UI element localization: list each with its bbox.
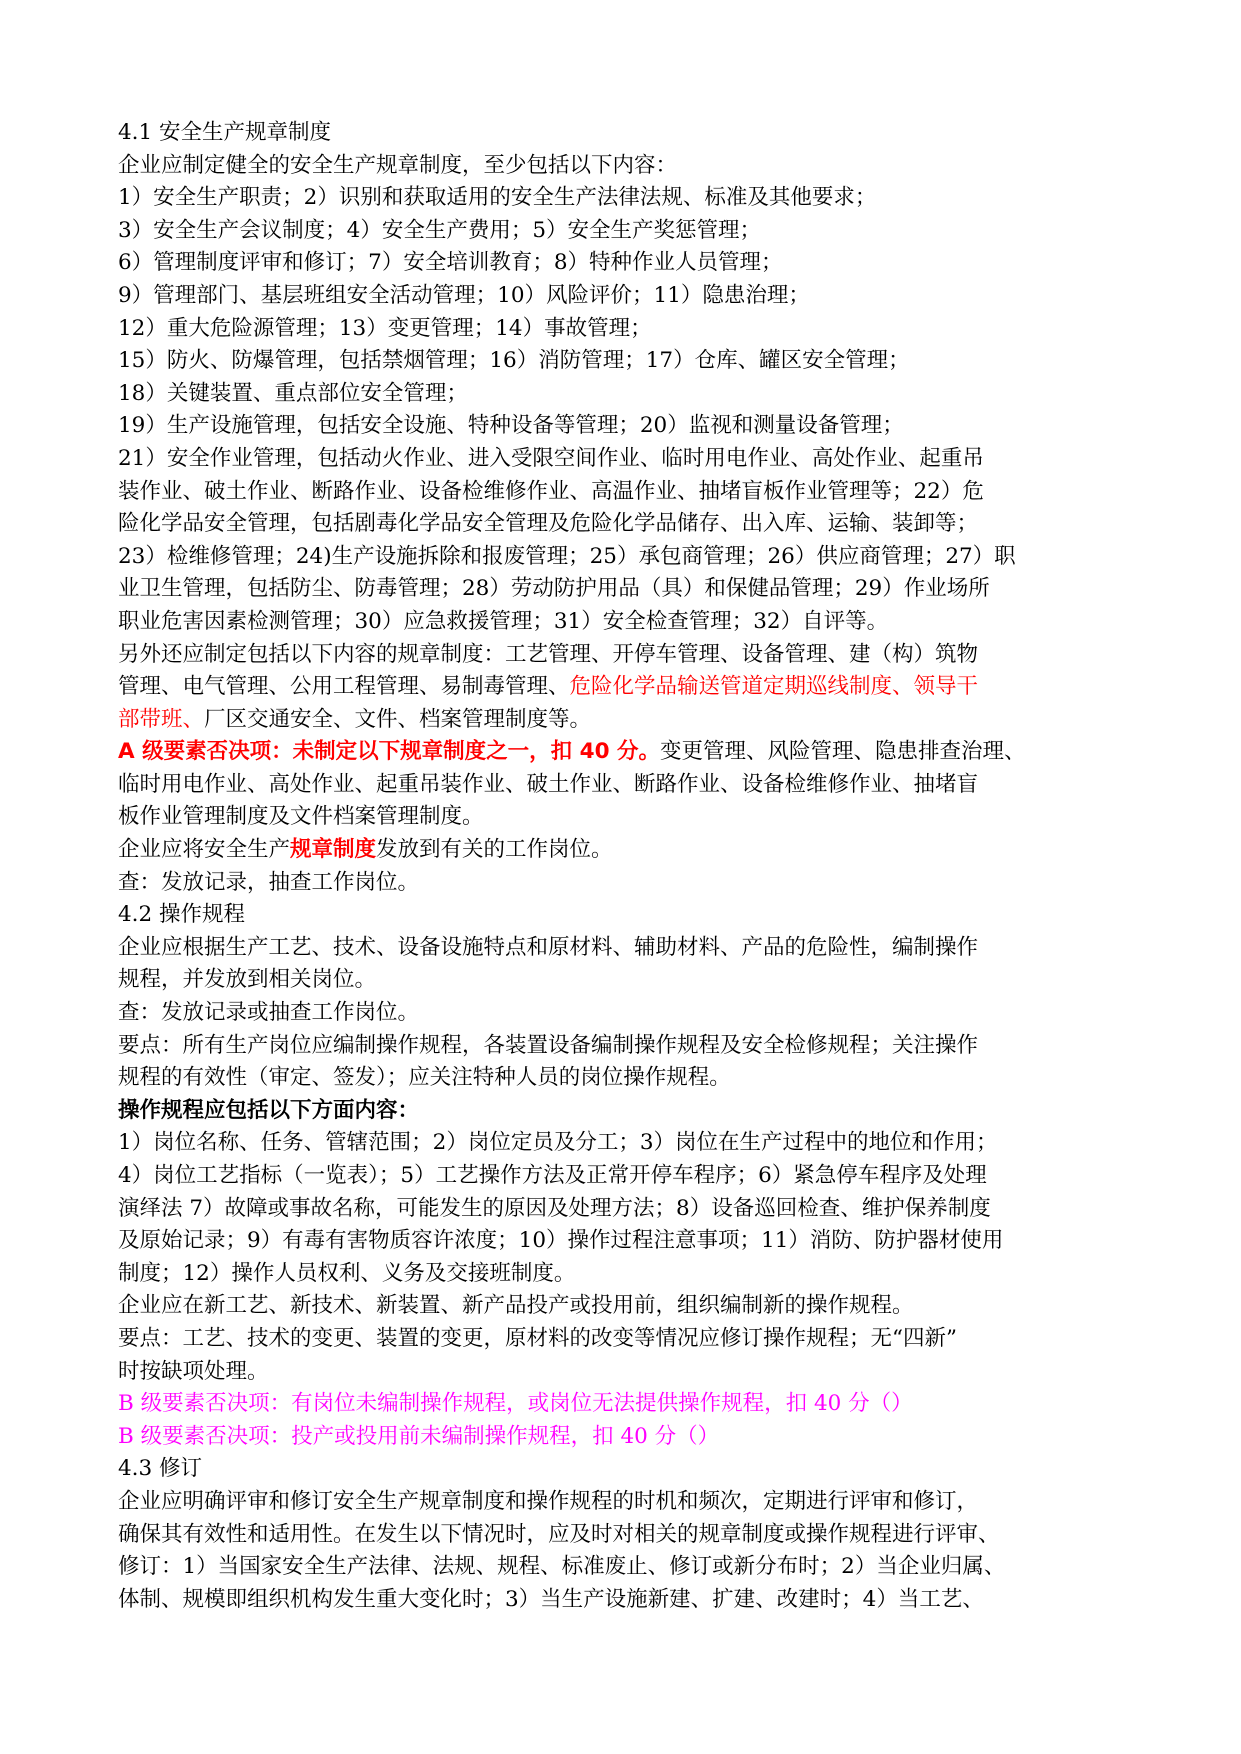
- rule-list-line: 险化学品安全管理，包括剧毒化学品安全管理及危险化学品储存、出入库、运输、装卸等；: [118, 511, 979, 537]
- distribute-text: 发放到有关的工作岗位。: [376, 837, 613, 863]
- rule-list-line: 15）防火、防爆管理，包括禁烟管理；16）消防管理；17）仓库、罐区安全管理；: [118, 348, 910, 374]
- veto-a-line: 临时用电作业、高处作业、起重吊装作业、破土作业、断路作业、设备检维修作业、抽堵盲: [118, 771, 979, 797]
- rule-list-line: 1）安全生产职责；2）识别和获取适用的安全生产法律法规、标准及其他要求；: [118, 185, 877, 211]
- rule-list-line: 9）管理部门、基层班组安全活动管理；10）风险评价；11）隐患治理；: [118, 282, 810, 308]
- other-rules-line: [118, 704, 1128, 737]
- veto-a-line: 板作业管理制度及文件档案管理制度。: [118, 804, 484, 830]
- other-rules-line: [118, 671, 1128, 704]
- document-page: [118, 117, 1128, 1616]
- key-point-line: 要点：所有生产岗位应编制操作规程，各装置设备编制操作规程及安全检修规程；关注操作: [118, 1032, 979, 1058]
- other-rules-text: 管理、电气管理、公用工程管理、易制毒管理、: [118, 674, 570, 700]
- content-line: 1）岗位名称、任务、管辖范围；2）岗位定员及分工；3）岗位在生产过程中的地位和作用；: [118, 1130, 998, 1156]
- rule-list-line: 业卫生管理，包括防尘、防毒管理；28）劳动防护用品（具）和保健品管理；29）作业场所: [118, 576, 990, 602]
- veto-a-text: 变更管理、风险管理、隐患排查治理、: [660, 739, 1026, 765]
- rule-list-line: 21）安全作业管理，包括动火作业、进入受限空间作业、临时用电作业、高处作业、起重吊: [118, 445, 984, 471]
- veto-a-line: [118, 736, 1128, 769]
- paragraph-line: 企业应明确评审和修订安全生产规章制度和操作规程的时机和频次，定期进行评审和修订，: [118, 1488, 979, 1514]
- section-4-3-heading: 4.3 修订: [118, 1456, 203, 1482]
- paragraph-line: 确保其有效性和适用性。在发生以下情况时，应及时对相关的规章制度或操作规程进行评审、: [118, 1521, 1000, 1547]
- rule-list-line: 职业危害因素检测管理；30）应急救援管理；31）安全检查管理；32）自评等。: [118, 608, 889, 634]
- other-rules-highlight: 部带班、: [118, 706, 205, 732]
- distribute-line: [118, 834, 1128, 867]
- section-4-1-heading: 4.1 安全生产规章制度: [118, 120, 332, 145]
- content-line: 4）岗位工艺指标（一览表）；5）工艺操作方法及正常开停车程序；6）紧急停车程序及处理: [118, 1163, 987, 1188]
- content-line: 演绎法 7）故障或事故名称，可能发生的原因及处理方法；8）设备巡回检查、维护保养制度: [118, 1195, 991, 1221]
- rule-list-line: 3）安全生产会议制度；4）安全生产费用；5）安全生产奖惩管理；: [118, 217, 762, 243]
- rule-list-line: 18）关键装置、重点部位安全管理；: [118, 380, 468, 406]
- check-line: 查：发放记录或抽查工作岗位。: [118, 1000, 420, 1026]
- veto-b-line: B 级要素否决项：有岗位未编制操作规程，或岗位无法提供操作规程，扣 40 分（）: [118, 1391, 913, 1417]
- paragraph-line: 规程，并发放到相关岗位。: [118, 967, 377, 993]
- rule-list-line: 23）检维修管理；24)生产设施拆除和报废管理；25）承包商管理；26）供应商管理；27）职: [118, 543, 1016, 569]
- other-rules-line: 另外还应制定包括以下内容的规章制度：工艺管理、开停车管理、设备管理、建（构）筑物: [118, 641, 979, 667]
- paragraph-line: 企业应根据生产工艺、技术、设备设施特点和原材料、辅助材料、产品的危险性，编制操作: [118, 934, 979, 960]
- other-rules-highlight: 危险化学品输送管道定期巡线制度、领导干: [569, 674, 979, 700]
- paragraph-line: 企业应在新工艺、新技术、新装置、新产品投产或投用前，组织编制新的操作规程。: [118, 1293, 914, 1319]
- rule-list-line: 装作业、破土作业、断路作业、设备检维修作业、高温作业、抽堵盲板作业管理等；22）危: [118, 478, 984, 504]
- key-point-line: 规程的有效性（审定、签发）；应关注特种人员的岗位操作规程。: [118, 1065, 731, 1091]
- rule-list-line: 6）管理制度评审和修订；7）安全培训教育；8）特种作业人员管理；: [118, 250, 783, 276]
- distribute-text: 企业应将安全生产: [118, 837, 291, 863]
- paragraph-line: 修订：1）当国家安全生产法律、法规、规程、标准废止、修订或新分布时；2）当企业归属、: [118, 1554, 1006, 1580]
- content-line: 及原始记录；9）有毒有害物质容许浓度；10）操作过程注意事项；11）消防、防护器材使用: [118, 1228, 1004, 1254]
- content-heading: 操作规程应包括以下方面内容：: [118, 1097, 420, 1123]
- section-4-1-intro: 企业应制定健全的安全生产规章制度，至少包括以下内容：: [118, 152, 678, 178]
- rule-list-line: 12）重大危险源管理；13）变更管理；14）事故管理；: [118, 315, 652, 341]
- rule-list-line: 19）生产设施管理，包括安全设施、特种设备等管理；20）监视和测量设备管理；: [118, 413, 904, 439]
- distribute-highlight: 规章制度: [290, 837, 377, 863]
- content-line: 制度；12）操作人员权利、义务及交接班制度。: [118, 1260, 576, 1286]
- paragraph-line: 体制、规模即组织机构发生重大变化时；3）当生产设施新建、扩建、改建时；4）当工艺、: [118, 1586, 984, 1612]
- check-line: 查：发放记录，抽查工作岗位。: [118, 869, 420, 895]
- veto-b-line: B 级要素否决项：投产或投用前未编制操作规程，扣 40 分（）: [118, 1423, 720, 1449]
- other-rules-text: 厂区交通安全、文件、档案管理制度等。: [204, 706, 592, 732]
- key-point-line: 要点：工艺、技术的变更、装置的变更，原材料的改变等情况应修订操作规程；无“四新”: [118, 1325, 957, 1351]
- key-point-line: 时按缺项处理。: [118, 1358, 269, 1384]
- section-4-2-heading: 4.2 操作规程: [118, 902, 246, 928]
- veto-a-label: A 级要素否决项：未制定以下规章制度之一，扣 40 分。: [118, 739, 661, 765]
